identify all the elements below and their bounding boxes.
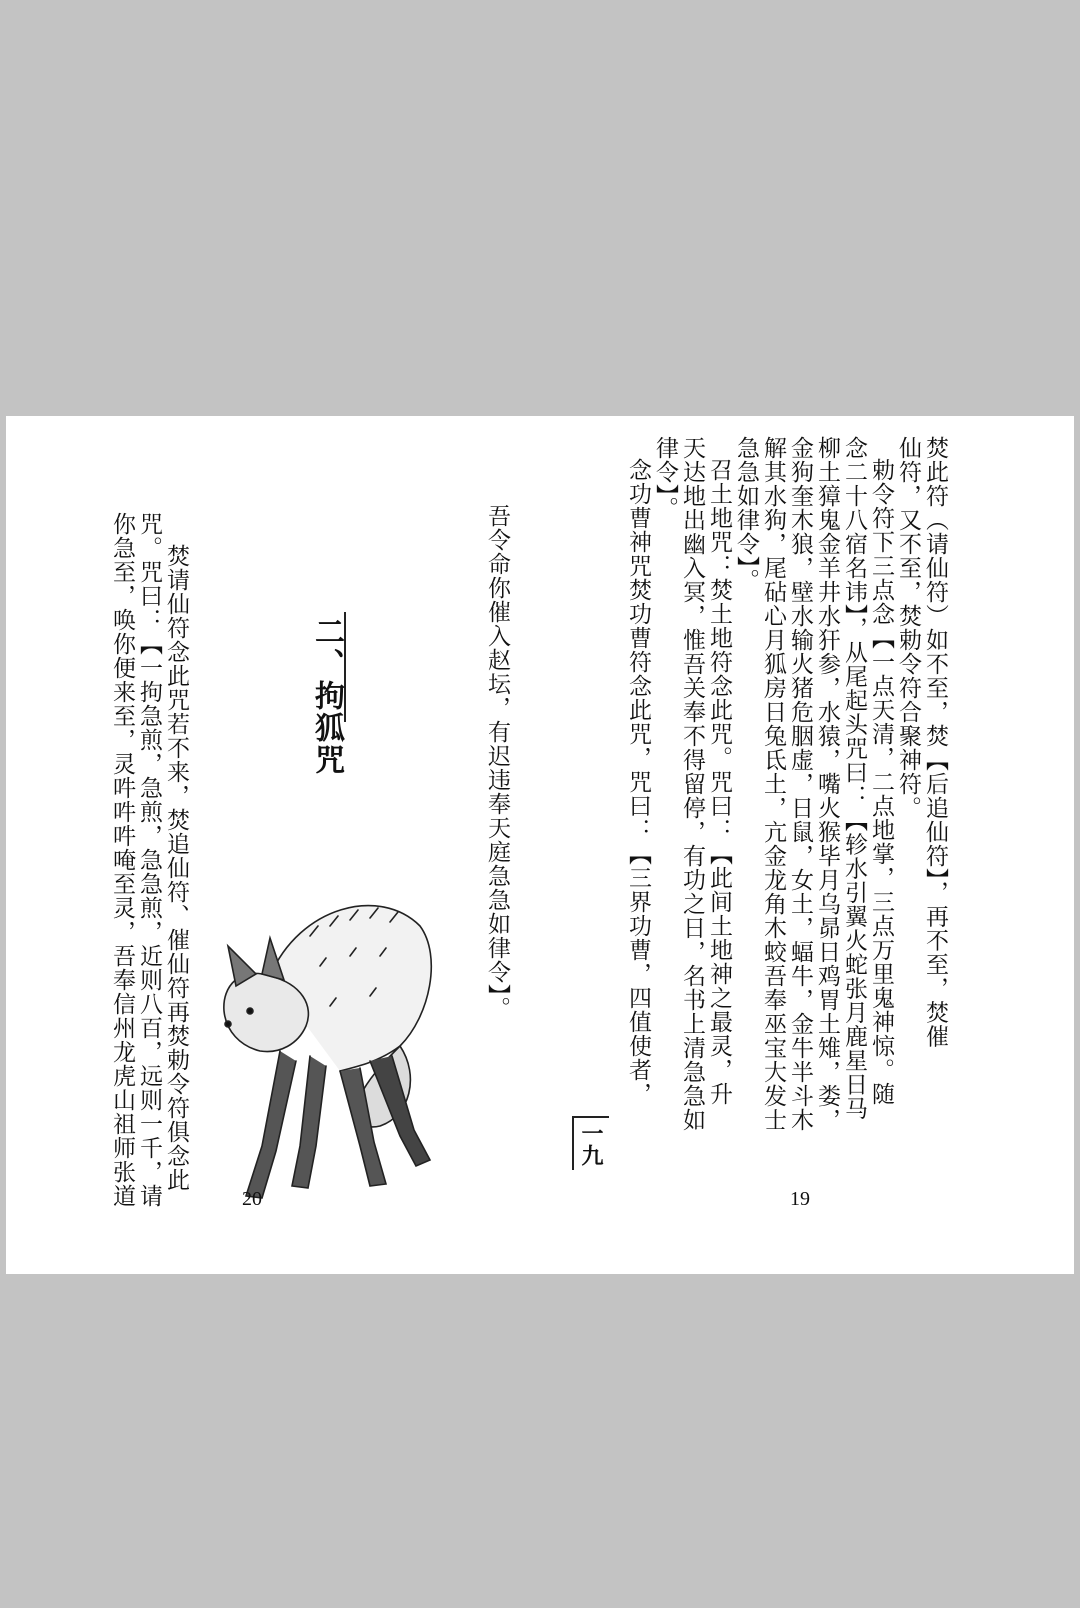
fox-illustration <box>210 846 450 1226</box>
page19-line-5: 柳土獐鬼金羊井水犴参，水猿，嘴火猴毕月乌昴日鸡胃土雉，娄， <box>814 436 840 1132</box>
page19-line-9: 召土地咒：焚土地符念此咒。咒曰：【此间土地神之最灵，升 <box>706 458 732 1106</box>
page20-top-line: 吾令命你催入赵坛，有迟违奉天庭急急如律令】。 <box>484 504 510 1021</box>
page-number-20: 20 <box>242 1188 262 1210</box>
page19-line-6: 金狗奎木狼，壁水输火猪危胭虚，日鼠，女土，蝠牛，金牛半斗木 <box>787 436 813 1132</box>
page19-line-3: 勅令符下三点念【一点天清，二点地掌，三点万里鬼神惊。随 <box>868 458 894 1106</box>
page19-line-4: 念二十八宿名讳】，从尾起头咒曰：【轸水引翼火蛇张月鹿星日马 <box>841 436 867 1121</box>
page19-line-2: 仙符，又不至，焚勅令符合聚神符。 <box>895 436 921 820</box>
page20-line-1: 焚请仙符念此咒若不来，焚追仙符、催仙符再焚勅令符俱念此 <box>163 544 189 1192</box>
page19-line-12: 念功曹神咒焚功曹符念此咒，咒曰：【三界功曹，四值使者， <box>625 458 651 1106</box>
folio-19: 一九 <box>572 1116 609 1170</box>
page19-line-7: 解其水狗，尾砧心月狐房日兔氐土，亢金龙角木蛟吾奉巫宝大发士 <box>760 436 786 1132</box>
page19-line-8: 急急如律令】。 <box>733 436 759 593</box>
page20-line-3: 你急至，唤你便来至，灵吽吽吽唵至灵，吾奉信州龙虎山祖师张道 <box>109 512 135 1208</box>
page19-line-11: 律令】。 <box>652 436 678 521</box>
section-heading: 二、拘狐咒 <box>309 616 344 776</box>
page19-line-10: 天达地出幽入冥，惟吾关奉不得留停，有功之日，名书上清急急如 <box>679 436 705 1132</box>
page19-line-1: 焚此符（请仙符）如不至，焚【后追仙符】，再不至，焚催 <box>922 436 948 1049</box>
book-spread <box>6 416 1074 1274</box>
page20-line-2: 咒。咒曰：【一拘急煎，急煎，急急煎，近则八百，远则一千，请 <box>136 512 162 1208</box>
page-number-19: 19 <box>790 1188 810 1210</box>
